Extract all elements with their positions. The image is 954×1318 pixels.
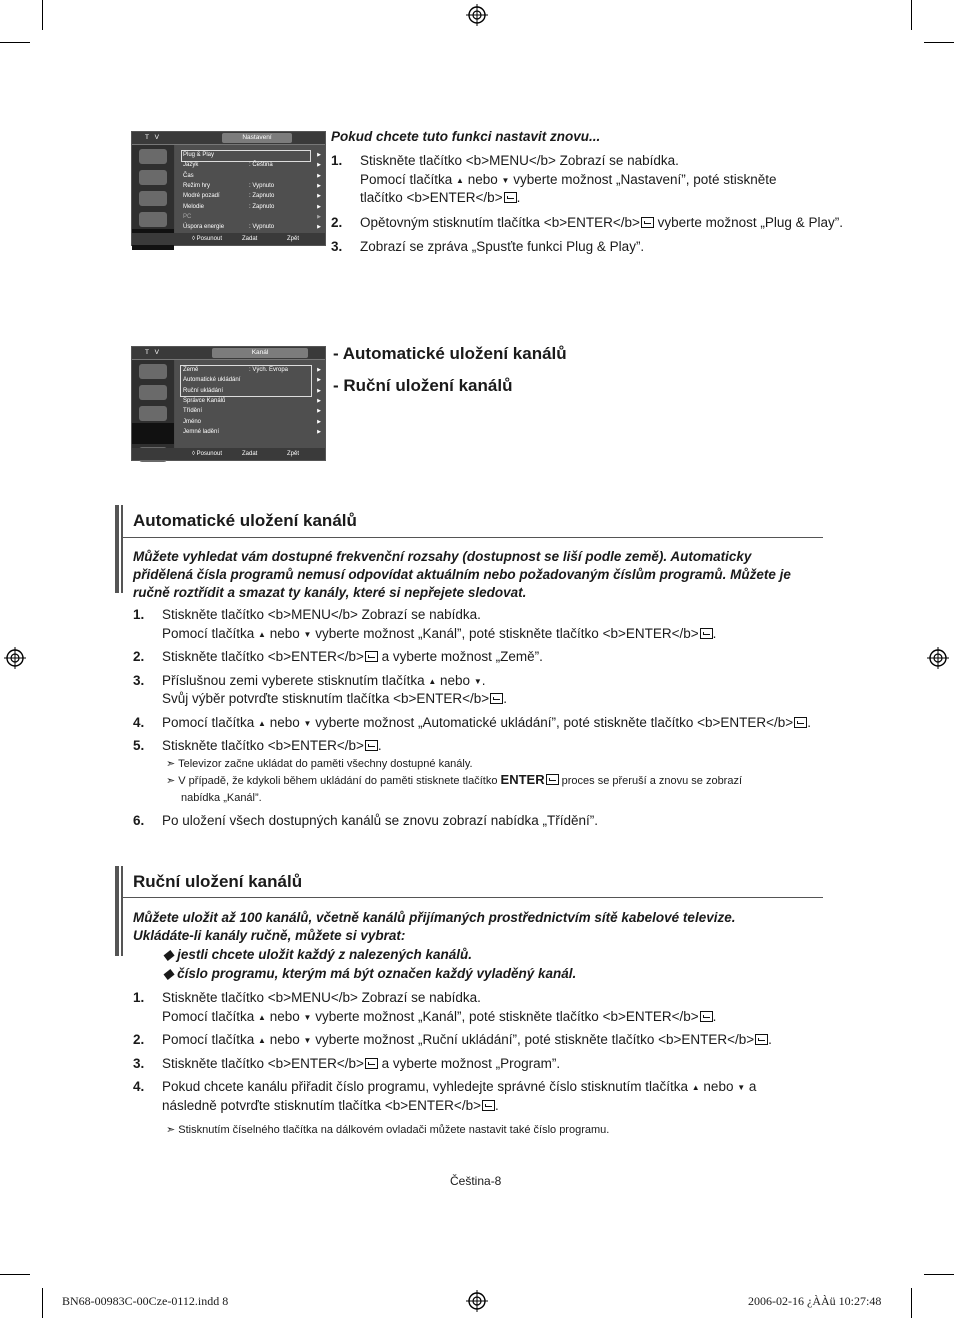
menu-row[interactable]: Režim hry : Vypnuto ▶	[183, 182, 321, 189]
enter-icon	[641, 217, 654, 228]
menu-row[interactable]: Správce Kanálů ▶	[183, 397, 321, 404]
chevron-right-icon: ▶	[317, 152, 321, 158]
crop-mark	[42, 1288, 43, 1318]
channel-icon	[139, 406, 167, 421]
chevron-right-icon: ▶	[317, 193, 321, 200]
chevron-right-icon: ▶	[317, 397, 321, 404]
chevron-right-icon: ▶	[317, 203, 321, 210]
registration-mark-icon	[466, 1290, 488, 1312]
down-arrow-icon: ▼	[303, 718, 312, 728]
menu-row[interactable]: Plug & Play ▶	[183, 152, 321, 158]
down-arrow-icon: ▼	[737, 1083, 746, 1092]
picture-icon	[139, 149, 167, 164]
step-number: 3.	[133, 672, 145, 688]
section-title-manual: Ruční uložení kanálů	[133, 872, 303, 891]
menu-row[interactable]: Země : Vých. Evropa ▶	[183, 367, 321, 373]
step-number: 3.	[133, 1055, 145, 1071]
crop-mark	[0, 42, 30, 43]
step-text: Pomocí tlačítka ▲ nebo ▼ vyberte možnost „Kanál”, poté stiskněte tlačítko <b>ENTER</b> .	[162, 625, 717, 641]
auto-step-6: Po uložení všech dostupných kanálů se znovu zobrazí nabídka „Třídění”.	[162, 813, 599, 828]
intro-line: Můžete vyhledat vám dostupné frekvenční rozsahy (dostupnost se liší podle země). Automaticky	[133, 549, 752, 564]
tv-label: T V	[145, 349, 161, 356]
step-text: Stiskněte tlačítko <b>MENU</b> Zobrazí se nabídka.	[162, 990, 481, 1005]
intro-line: Ukládáte-li kanály ručně, můžete si vybrat:	[133, 928, 406, 943]
note-2: ➣ V případě, že kdykoli během ukládání do paměti stisknete tlačítko ENTER proces se přeruší a znovu se zobrazí	[166, 772, 743, 787]
tv-menu-setup: T V Nastavení Plug & Play ▶ Jazyk : Čeština ▶ Čas ▶ Režim hry : Vypnuto ▶ Modré pozadí : Zapnuto ▶ Melodie : Zapnuto ▶ PC ▶ Úspora energie : Vypnuto ▶ ◊ Posunout Zadat Zpět	[131, 131, 326, 246]
crop-mark	[911, 1288, 912, 1318]
step-number: 1.	[133, 607, 145, 622]
down-arrow-icon: ▼	[303, 1012, 312, 1022]
step-text: následně potvrďte stisknutím tlačítka <b>ENTER</b> .	[162, 1097, 499, 1113]
file-name: BN68-00983C-00Cze-0112.indd 8	[62, 1294, 229, 1308]
picture-icon	[139, 364, 167, 379]
up-arrow-icon: ▲	[456, 175, 464, 185]
chevron-right-icon: ▶	[317, 418, 321, 425]
diamond-icon: ◆	[163, 966, 174, 981]
crop-mark	[924, 42, 954, 43]
step-text: Stiskněte tlačítko <b>MENU</b> Zobrazí se nabídka.	[360, 153, 679, 168]
up-arrow-icon: ▲	[428, 676, 437, 686]
bullet-2: ◆ číslo programu, kterým má být označen každý vyladěný kanál.	[163, 966, 577, 981]
step-number: 2.	[331, 214, 343, 230]
channel-icon	[139, 191, 167, 206]
enter-icon	[700, 1011, 713, 1022]
menu-title: Nastavení	[222, 133, 292, 143]
step-number: 1.	[133, 990, 145, 1005]
bullet-1: ◆ jestli chcete uložit každý z nalezených kanálů.	[163, 947, 473, 962]
page-number: Čeština-8	[450, 1174, 502, 1188]
sound-icon	[139, 170, 167, 185]
enter-icon	[365, 651, 378, 662]
chevron-right-icon: ▶	[317, 182, 321, 189]
step-number: 4.	[133, 1079, 145, 1094]
chevron-right-icon: ▶	[317, 213, 321, 220]
up-arrow-icon: ▲	[258, 718, 266, 728]
enter-icon	[700, 628, 713, 639]
step-text: Pomocí tlačítka ▲ nebo ▼ vyberte možnost „Automatické ukládání”, poté stiskněte tlačítko <b>ENTER</b> .	[162, 714, 811, 730]
note-1: ➣ Televizor začne ukládat do paměti všechny dostupné kanály.	[166, 758, 473, 770]
input-icon	[139, 212, 167, 227]
up-arrow-icon: ▲	[258, 1036, 266, 1045]
step-text: Stiskněte tlačítko <b>ENTER</b> a vyberte možnost „Program”.	[162, 1055, 561, 1071]
crop-mark	[42, 0, 43, 30]
menu-row[interactable]: Jazyk : Čeština ▶	[183, 162, 321, 169]
step-number: 1.	[331, 153, 343, 168]
step-text: Stiskněte tlačítko <b>MENU</b> Zobrazí se nabídka.	[162, 607, 481, 622]
step-text: Příslušnou zemi vyberete stisknutím tlačítka ▲ nebo ▼.	[162, 672, 486, 688]
diamond-icon: ◆	[163, 947, 174, 962]
menu-row[interactable]: Úspora energie : Vypnuto ▶	[183, 224, 321, 231]
intro-heading: Pokud chcete tuto funkci nastavit znovu...	[331, 129, 601, 144]
chevron-right-icon: ▶	[317, 162, 321, 169]
menu-row[interactable]: Třídění ▶	[183, 408, 321, 415]
link-manual[interactable]: - Ruční uložení kanálů	[333, 376, 513, 395]
chevron-right-icon: ▶	[317, 224, 321, 231]
crop-mark	[911, 0, 912, 30]
menu-row[interactable]: Modré pozadí : Zapnuto ▶	[183, 193, 321, 200]
enter-icon	[504, 192, 517, 203]
step-text: Pomocí tlačítka ▲ nebo ▼ vyberte možnost „Kanál”, poté stiskněte tlačítko <b>ENTER</b> .	[162, 1008, 717, 1024]
step-text: tlačítko <b>ENTER</b> .	[360, 190, 521, 205]
step-text: Stiskněte tlačítko <b>ENTER</b> .	[162, 738, 382, 753]
step-text: Svůj výběr potvrďte stisknutím tlačítka <b>ENTER</b> .	[162, 691, 507, 706]
crop-mark	[0, 1274, 30, 1275]
intro-line: ručně roztřídit a smazat ty kanály, které si nepřejete sledovat.	[133, 585, 527, 600]
intro-line: Můžete uložit až 100 kanálů, včetně kanálů přijímaných prostřednictvím sítě kabelové televize.	[133, 910, 736, 925]
step-number: 4.	[133, 714, 145, 730]
enter-icon	[490, 693, 503, 704]
step-number: 2.	[133, 649, 145, 664]
menu-row[interactable]: Automatické ukládání ▶	[183, 377, 321, 384]
manual-note: ➣ Stisknutím číselného tlačítka na dálkovém ovladači můžete nastavit také číslo programu.	[166, 1124, 610, 1136]
menu-title: Kanál	[212, 348, 308, 358]
link-auto[interactable]: - Automatické uložení kanálů	[333, 344, 567, 363]
menu-row[interactable]: Jméno ▶	[183, 418, 321, 425]
down-arrow-icon: ▼	[303, 629, 312, 639]
step-number: 5.	[133, 738, 145, 753]
chevron-right-icon: ▶	[317, 377, 321, 384]
note-2-cont: nabídka „Kanál”.	[181, 792, 262, 804]
up-arrow-icon: ▲	[258, 629, 266, 639]
tv-label: T V	[145, 134, 161, 141]
menu-row[interactable]: Ruční ukládání ▶	[183, 387, 321, 394]
menu-row[interactable]: Čas ▶	[183, 172, 321, 179]
step-number: 2.	[133, 1032, 145, 1047]
chevron-right-icon: ▶	[317, 172, 321, 179]
crop-mark	[924, 1274, 954, 1275]
registration-mark-icon	[466, 4, 488, 26]
step-text: Stiskněte tlačítko <b>ENTER</b> a vyberte možnost „Země”.	[162, 649, 543, 664]
registration-mark-icon	[4, 647, 26, 669]
menu-row[interactable]: PC ▶	[183, 213, 321, 220]
menu-row[interactable]: Melodie : Zapnuto ▶	[183, 203, 321, 210]
channel-selected-icon	[132, 423, 174, 444]
chevron-right-icon: ▶	[317, 408, 321, 415]
registration-mark-icon	[927, 647, 949, 669]
down-arrow-icon: ▼	[501, 175, 510, 185]
up-arrow-icon: ▲	[691, 1083, 700, 1092]
step-text: Pokud chcete kanálu přiřadit číslo programu, vyhledejte správné číslo stisknutím tlačítka ▲ nebo ▼ a	[162, 1079, 757, 1094]
chevron-right-icon: ▶	[317, 387, 321, 394]
enter-icon	[546, 774, 559, 785]
chevron-right-icon: ▶	[317, 367, 321, 373]
section-title-auto: Automatické uložení kanálů	[133, 511, 357, 530]
down-arrow-icon: ▼	[473, 676, 482, 686]
print-date: 2006-02-16 ¿ÀÀü 10:27:48	[748, 1294, 882, 1308]
step-text: Zobrazí se zpráva „Spusťte funkci Plug & Play”.	[360, 239, 645, 254]
step-number: 3.	[331, 239, 343, 254]
enter-icon	[755, 1034, 768, 1045]
enter-icon	[365, 1058, 378, 1069]
enter-icon	[794, 717, 807, 728]
enter-icon	[482, 1100, 495, 1111]
sound-icon	[139, 385, 167, 400]
menu-row[interactable]: Jemné ladění ▶	[183, 428, 321, 435]
enter-icon	[365, 740, 378, 751]
down-arrow-icon: ▼	[303, 1036, 312, 1045]
step-text: Pomocí tlačítka ▲ nebo ▼ vyberte možnost „Nastavení”, poté stiskněte	[360, 171, 777, 187]
intro-line: přidělená čísla programů nemusí odpovídat aktuálním nebo požadovaným číslům programů. Můžete je	[133, 567, 791, 582]
step-text: Pomocí tlačítka ▲ nebo ▼ vyberte možnost „Ruční ukládání”, poté stiskněte tlačítko <b>ENTER</b> .	[162, 1032, 772, 1047]
step-text: Opětovným stisknutím tlačítka <b>ENTER</b> vyberte možnost „Plug & Play”.	[360, 214, 843, 230]
tv-menu-channel: T V Kanál Země : Vých. Evropa ▶ Automatické ukládání ▶ Ruční ukládání ▶ Správce Kanálů ▶ Třídění ▶ Jméno ▶ Jemné ladění ▶ ◊ Posunout Zadat Zpět	[131, 346, 326, 461]
chevron-right-icon: ▶	[317, 428, 321, 435]
up-arrow-icon: ▲	[258, 1012, 266, 1022]
